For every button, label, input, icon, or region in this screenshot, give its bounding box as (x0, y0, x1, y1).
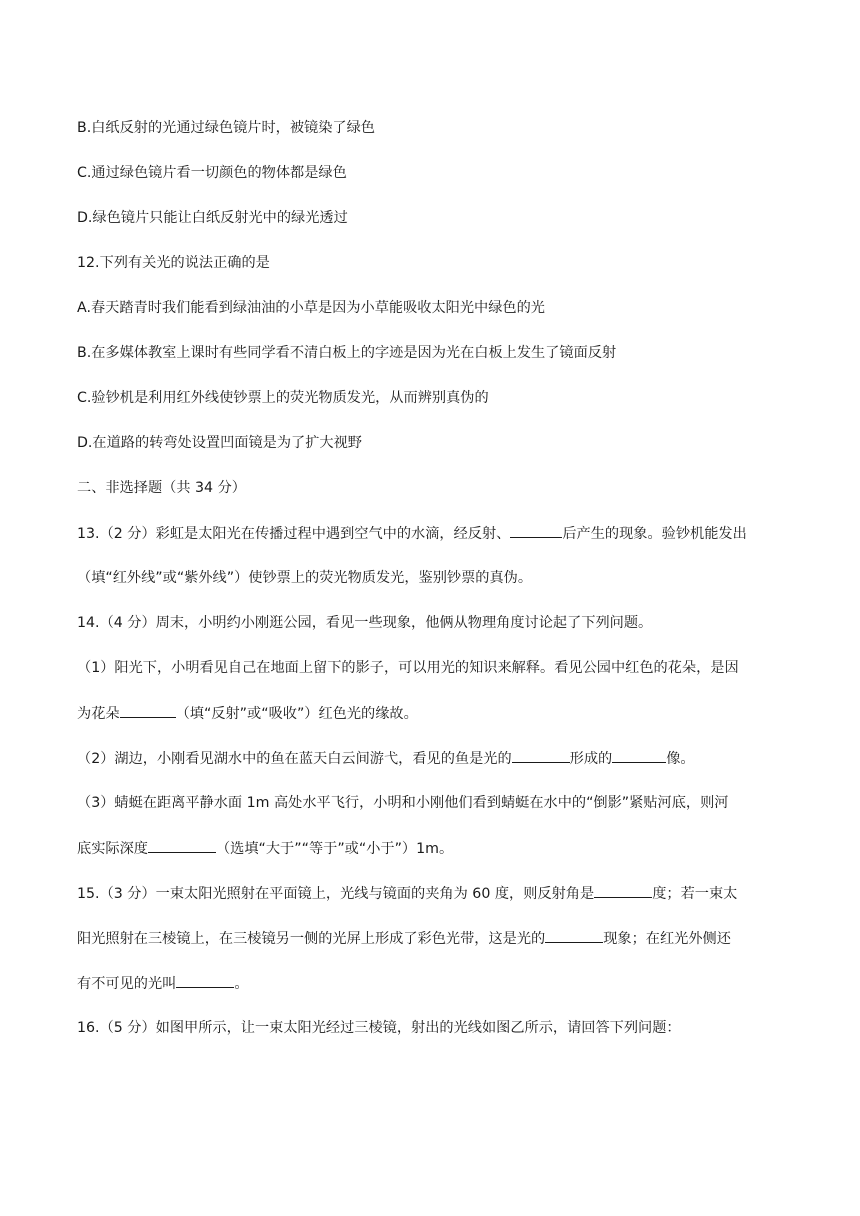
q14-part-2: （2）湖边，小刚看见湖水中的鱼在蓝天白云间游弋，看见的鱼是光的 形成的 像。 (77, 748, 797, 769)
answer-blank[interactable] (512, 748, 570, 763)
q12-option-c: C.验钞机是利用红外线使钞票上的荧光物质发光，从而辨别真伪的 (77, 390, 489, 406)
q12-option-d: D.在道路的转弯处设置凹面镜是为了扩大视野 (77, 435, 362, 451)
q12-option-a: A.春天踏青时我们能看到绿油油的小草是因为小草能吸收太阳光中绿色的光 (77, 300, 545, 316)
answer-blank[interactable] (545, 928, 603, 943)
q12-stem: 12.下列有关光的说法正确的是 (77, 255, 270, 271)
q11-option-b: B.白纸反射的光通过绿色镜片时，被镜染了绿色 (77, 120, 375, 136)
q15-line-2: 阳光照射在三棱镜上，在三棱镜另一侧的光屏上形成了彩色光带，这是光的 现象；在红光外侧还 (77, 928, 797, 949)
section-heading-non-choice: 二、非选择题（共 34 分） (77, 480, 246, 496)
answer-blank[interactable] (176, 973, 234, 988)
q13-line-1: 13.（2 分）彩虹是太阳光在传播过程中遇到空气中的水滴，经反射、 后产生的现象。验钞机能发出 (77, 523, 797, 544)
q15-line-1: 15.（3 分）一束太阳光照射在平面镜上，光线与镜面的夹角为 60 度，则反射角是 度；若一束太 (77, 883, 797, 904)
q11-option-c: C.通过绿色镜片看一切颜色的物体都是绿色 (77, 165, 347, 181)
answer-blank[interactable] (510, 523, 562, 538)
q14-part-3-line-1: （3）蜻蜓在距离平静水面 1m 高处水平飞行，小明和小刚他们看到蜻蜓在水中的“倒影”紧贴河底，则河 (77, 795, 729, 811)
q14-part-1-line-2: 为花朵 （填“反射”或“吸收”）红色光的缘故。 (77, 703, 797, 724)
q15-line-3: 有不可见的光叫 。 (77, 973, 797, 994)
q14-part-3-line-2: 底实际深度 （选填“大于”“等于”或“小于”）1m。 (77, 838, 797, 859)
answer-blank[interactable] (612, 748, 666, 763)
q11-option-d: D.绿色镜片只能让白纸反射光中的绿光透过 (77, 210, 348, 226)
q14-stem: 14.（4 分）周末，小明约小刚逛公园，看见一些现象，他俩从物理角度讨论起了下列问题。 (77, 615, 653, 631)
answer-blank[interactable] (148, 838, 216, 853)
answer-blank[interactable] (120, 703, 176, 718)
q13-line-2: （填“红外线”或“紫外线”）使钞票上的荧光物质发光，鉴别钞票的真伪。 (77, 570, 533, 586)
answer-blank[interactable] (594, 883, 652, 898)
q14-part-1-line-1: （1）阳光下，小明看见自己在地面上留下的影子，可以用光的知识来解释。看见公园中红色的花朵，是因 (77, 660, 739, 676)
q16-stem: 16.（5 分）如图甲所示，让一束太阳光经过三棱镜，射出的光线如图乙所示，请回答下列问题： (77, 1020, 681, 1036)
q12-option-b: B.在多媒体教室上课时有些同学看不清白板上的字迹是因为光在白板上发生了镜面反射 (77, 345, 617, 361)
